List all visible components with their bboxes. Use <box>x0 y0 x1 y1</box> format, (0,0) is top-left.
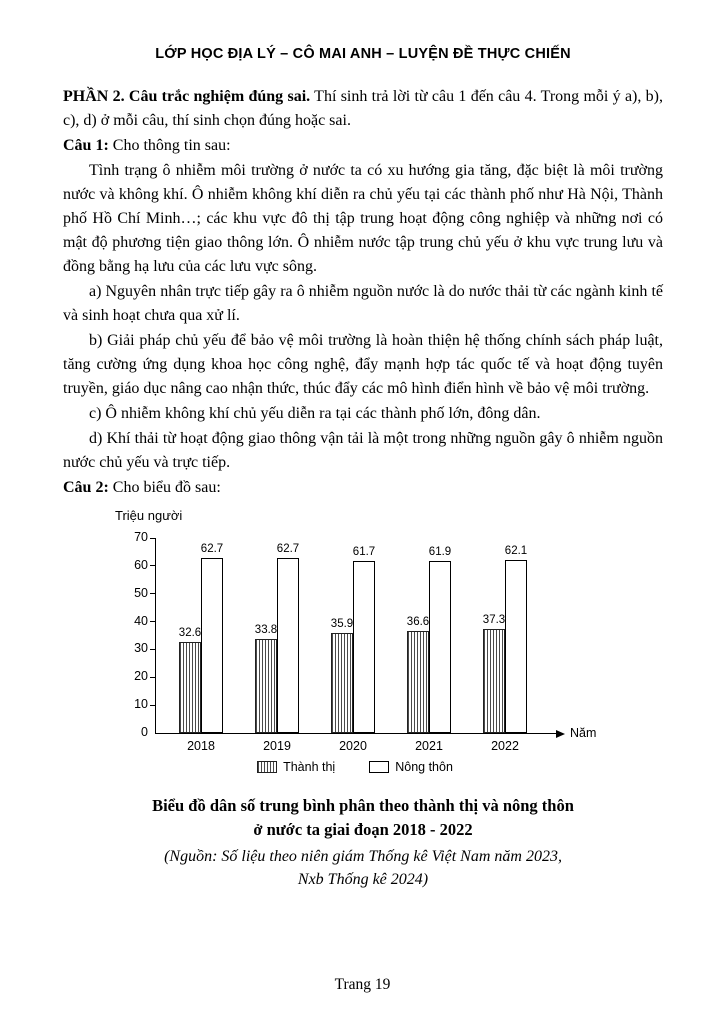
question1-option-b: b) Giải pháp chủ yếu để bảo vệ môi trường là hoàn thiện hệ thống chính sách pháp luật, tăng cường ứng dụng khoa học công nghệ, đẩy mạnh hợp tác quốc tế và hoạt động tuyên truyền, giáo dục nâng cao nhận thức, thúc đẩy các mô hình điển hình về bảo vệ môi trường. <box>63 332 663 397</box>
chart-source <box>63 845 663 891</box>
bar-value-label: 62.7 <box>200 543 224 556</box>
bar-series-0 <box>331 633 353 733</box>
x-axis-title: Năm <box>570 726 597 740</box>
x-axis-arrow-icon <box>556 730 565 738</box>
chart-source-line1: (Nguồn: Số liệu theo niên giám Thống kê Việt Nam năm 2023, <box>164 848 562 865</box>
legend-swatch-0 <box>257 761 277 773</box>
bar-series-0 <box>483 629 505 733</box>
y-axis-tick-mark <box>150 705 156 706</box>
bar-series-0 <box>407 631 429 733</box>
bar-series-1 <box>353 561 375 733</box>
bar-series-1 <box>277 558 299 733</box>
chart-plot-area <box>134 530 597 753</box>
question2-heading <box>63 476 663 500</box>
bar-value-label: 62.1 <box>504 545 528 557</box>
question2-label: Câu 2: <box>63 479 109 496</box>
legend-item-0 <box>257 760 335 774</box>
bar-value-label: 33.8 <box>254 623 278 636</box>
y-axis-tick-label: 40 <box>134 613 148 628</box>
population-bar-chart <box>93 508 633 784</box>
y-axis-tick-mark <box>150 677 156 678</box>
page-header: LỚP HỌC ĐỊA LÝ – CÔ MAI ANH – LUYỆN ĐỀ THỰC CHIẾN <box>155 46 571 62</box>
y-axis-tick-label: 0 <box>141 725 148 739</box>
question1-option-a: a) Nguyên nhân trực tiếp gây ra ô nhiễm nguồn nước là do nước thải từ các ngành kinh tế và sinh hoạt chưa qua xử lí. <box>63 283 663 324</box>
question1-prompt: Cho thông tin sau: <box>112 137 231 154</box>
bar-series-0 <box>255 639 277 733</box>
bar-value-label: 35.9 <box>330 617 354 630</box>
question1-option-c: c) Ô nhiễm không khí chủ yếu diễn ra tại các thành phố lớn, đông dân. <box>89 405 541 422</box>
bar-series-1 <box>505 560 527 733</box>
bar-series-1 <box>429 561 451 733</box>
y-axis-tick-label: 60 <box>134 557 148 572</box>
legend-swatch-1 <box>369 761 389 773</box>
legend-item-1 <box>369 760 453 774</box>
x-axis-category-label: 2019 <box>263 739 291 753</box>
x-axis-category-label: 2022 <box>491 739 519 753</box>
bar-series-1 <box>201 558 223 733</box>
chart-source-line2: Nxb Thống kê 2024) <box>297 871 429 888</box>
x-axis-category-label: 2021 <box>415 739 443 753</box>
y-axis-tick-mark <box>150 621 156 622</box>
y-axis-tick-mark <box>150 538 156 539</box>
bar-value-label: 36.6 <box>406 616 430 629</box>
y-axis-tick-mark <box>150 593 156 594</box>
part2-instructions: Thí sinh trả lời từ câu 1 đến câu 4. Trong mỗi ý a), b), c), d) ở mỗi câu, thí sinh chọn đúng hoặc sai. <box>63 88 664 129</box>
chart-caption <box>63 794 663 842</box>
y-axis-title: Triệu người <box>115 508 183 523</box>
bar-value-label: 37.3 <box>482 614 506 627</box>
chart-caption-line1: Biểu đồ dân số trung bình phân theo thành thị và nông thôn <box>152 796 574 815</box>
question1-option-d: d) Khí thải từ hoạt động giao thông vận tải là một trong những nguồn gây ô nhiễm nguồn nước chủ yếu và trực tiếp. <box>63 430 663 471</box>
part2-heading <box>63 85 663 133</box>
legend-label-0: Thành thị <box>283 760 336 774</box>
chart-legend <box>155 760 555 774</box>
bar-value-label: 62.7 <box>276 543 300 556</box>
x-axis-category-label: 2018 <box>187 739 215 753</box>
y-axis-tick-mark <box>150 649 156 650</box>
bar-value-label: 32.6 <box>178 627 202 640</box>
bar-value-label: 61.9 <box>428 545 452 558</box>
part2-heading-bold: PHẦN 2. Câu trắc nghiệm đúng sai. <box>63 88 311 105</box>
y-axis-tick-label: 10 <box>134 697 148 712</box>
page-number: Trang 19 <box>334 976 391 993</box>
bar-series-0 <box>179 642 201 733</box>
x-axis-category-label: 2020 <box>339 739 367 753</box>
y-axis-tick-label: 70 <box>134 530 148 544</box>
question1-passage: Tình trạng ô nhiễm môi trường ở nước ta có xu hướng gia tăng, đặc biệt là môi trường nước và không khí. Ô nhiễm không khí diễn ra chủ yếu tại các thành phố như Hà Nội, Thành phố Hồ Chí Minh…; các khu vực đô thị tập trung hoạt động công nghiệp và những nơi có mật độ phương tiện giao thông lớn. Ô nhiễm nước tập trung chủ yếu ở khu vực trung lưu và đồng bằng hạ lưu của các lưu vực sông. <box>63 162 663 275</box>
question2-prompt: Cho biểu đồ sau: <box>112 479 221 496</box>
question1-heading <box>63 134 663 158</box>
bar-value-label: 61.7 <box>352 546 376 559</box>
y-axis-tick-label: 30 <box>134 641 148 656</box>
y-axis-tick-mark <box>150 565 156 566</box>
chart-caption-line2: ở nước ta giai đoạn 2018 - 2022 <box>253 820 473 839</box>
legend-label-1: Nông thôn <box>395 760 453 774</box>
question1-label: Câu 1: <box>63 137 109 154</box>
y-axis-tick-label: 50 <box>134 585 148 600</box>
y-axis-tick-label: 20 <box>134 669 148 684</box>
